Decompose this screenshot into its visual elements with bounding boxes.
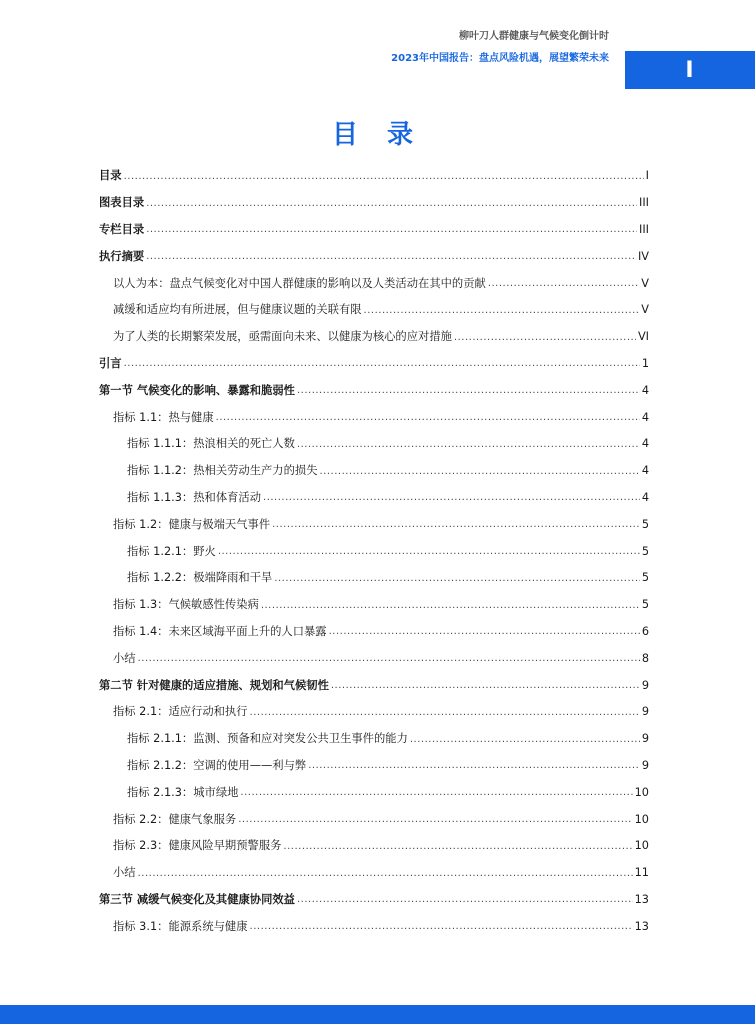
report-subtitle: 2023年中国报告：盘点风险机遇，展望繁荣未来: [391, 53, 609, 64]
toc-leader-dots: [146, 250, 636, 270]
toc-leader-dots: [283, 840, 632, 860]
toc-entry[interactable]: [99, 645, 649, 672]
toc-page-number: 10: [634, 812, 649, 826]
toc-leader-dots: [263, 491, 640, 511]
page-number-tab: I: [625, 51, 755, 89]
toc-leader-dots: [218, 545, 640, 565]
toc-page-number: 1: [641, 356, 649, 370]
toc-leader-dots: [272, 518, 640, 538]
toc-page-number: V: [641, 276, 649, 290]
toc-entry[interactable]: [99, 833, 649, 860]
toc-leader-dots: [138, 652, 640, 672]
toc-entry-title: 指标 1.3：气候敏感性传染病: [113, 598, 259, 612]
toc-entry[interactable]: [99, 377, 649, 404]
toc-page-number: III: [639, 222, 649, 236]
toc-entry-title: 指标 1.2.2：极端降雨和干旱: [127, 571, 273, 585]
toc-page-number: V: [641, 303, 649, 317]
toc-entry[interactable]: [99, 217, 649, 244]
toc-entry-title: 指标 2.2：健康气象服务: [113, 812, 237, 826]
toc-entry[interactable]: [99, 592, 649, 619]
toc-leader-dots: [454, 331, 636, 351]
toc-entry[interactable]: [99, 324, 649, 351]
toc-entry[interactable]: [99, 351, 649, 378]
toc-entry-title: 以人为本：盘点气候变化对中国人群健康的影响以及人类活动在其中的贡献: [113, 276, 486, 290]
toc-page-number: 5: [641, 517, 649, 531]
toc-page-number: 4: [641, 464, 649, 478]
toc-leader-dots: [240, 786, 632, 806]
toc-page-number: 6: [641, 624, 649, 638]
toc-leader-dots: [124, 170, 644, 190]
toc-page-number: 4: [641, 410, 649, 424]
toc-leader-dots: [216, 411, 640, 431]
toc-entry-title: 小结: [113, 866, 136, 880]
toc-entry[interactable]: [99, 887, 649, 914]
toc-entry[interactable]: [99, 565, 649, 592]
toc-leader-dots: [261, 599, 640, 619]
toc-page-number: 5: [641, 571, 649, 585]
toc-entry[interactable]: [99, 297, 649, 324]
toc-page-number: III: [639, 196, 649, 210]
toc-page-number: 8: [641, 651, 649, 665]
toc-entry[interactable]: [99, 190, 649, 217]
toc-leader-dots: [320, 465, 640, 485]
toc-entry-title: 为了人类的长期繁荣发展，亟需面向未来、以健康为核心的应对措施: [113, 330, 452, 344]
toc-entry[interactable]: [99, 243, 649, 270]
toc-page-number: 13: [634, 919, 649, 933]
toc-entry-title: 小结: [113, 651, 136, 665]
toc-entry-title: 指标 1.2.1：野火: [127, 544, 216, 558]
toc-entry-title: 指标 2.1.1：监测、预备和应对突发公共卫生事件的能力: [127, 732, 408, 746]
toc-entry-title: 指标 2.1.2：空调的使用——利与弊: [127, 758, 307, 772]
toc-page-number: 9: [641, 732, 649, 746]
toc-entry-title: 指标 1.1.2：热相关劳动生产力的损失: [127, 464, 318, 478]
toc-leader-dots: [308, 759, 640, 779]
toc-entry[interactable]: [99, 699, 649, 726]
toc-leader-dots: [488, 277, 639, 297]
toc-leader-dots: [297, 384, 640, 404]
toc-entry[interactable]: [99, 753, 649, 780]
toc-entry[interactable]: [99, 779, 649, 806]
toc-entry[interactable]: [99, 538, 649, 565]
toc-page-number: 13: [634, 892, 649, 906]
toc-page-number: 9: [641, 758, 649, 772]
toc-entry[interactable]: [99, 270, 649, 297]
toc-entry-title: 指标 2.1：适应行动和执行: [113, 705, 248, 719]
toc-page-number: 5: [641, 598, 649, 612]
toc-entry[interactable]: [99, 485, 649, 512]
toc-entry-title: 图表目录: [99, 196, 145, 210]
toc-page-number: 9: [641, 678, 649, 692]
toc-entry-title: 目录: [99, 169, 122, 183]
toc-page-number: IV: [637, 249, 649, 263]
toc-leader-dots: [297, 438, 640, 458]
toc-leader-dots: [146, 223, 637, 243]
toc-entry[interactable]: [99, 913, 649, 940]
toc-entry[interactable]: [99, 672, 649, 699]
toc-entry[interactable]: [99, 806, 649, 833]
toc-entry-title: 执行摘要: [99, 249, 145, 263]
toc-entry-title: 第一节 气候变化的影响、暴露和脆弱性: [99, 383, 295, 397]
toc-entry[interactable]: [99, 619, 649, 646]
toc-leader-dots: [364, 304, 640, 324]
toc-entry-title: 指标 1.4：未来区域海平面上升的人口暴露: [113, 624, 327, 638]
toc-entry-title: 指标 1.2：健康与极端天气事件: [113, 517, 271, 531]
toc-entry[interactable]: [99, 404, 649, 431]
toc-page-number: 11: [634, 866, 649, 880]
toc-page-number: I: [645, 169, 649, 183]
toc-page-number: 5: [641, 544, 649, 558]
toc-entry-title: 指标 1.1：热与健康: [113, 410, 214, 424]
toc-entry-title: 指标 1.1.3：热和体育活动: [127, 490, 262, 504]
toc-leader-dots: [238, 813, 632, 833]
toc-entry-title: 第二节 针对健康的适应措施、规划和气候韧性: [99, 678, 329, 692]
toc-leader-dots: [250, 920, 633, 940]
toc-page-number: 4: [641, 437, 649, 451]
toc-entry[interactable]: [99, 458, 649, 485]
footer-bar: [0, 1005, 755, 1024]
toc-entry[interactable]: [99, 431, 649, 458]
toc-entry[interactable]: [99, 163, 649, 190]
toc-entry[interactable]: [99, 511, 649, 538]
toc-entry-title: 指标 2.1.3：城市绿地: [127, 785, 239, 799]
toc-entry-title: 引言: [99, 356, 122, 370]
toc-page-number: 10: [634, 785, 649, 799]
toc-leader-dots: [410, 733, 640, 753]
toc-leader-dots: [146, 197, 637, 217]
report-series-title: 柳叶刀人群健康与气候变化倒计时: [459, 31, 609, 42]
table-of-contents: [99, 163, 649, 940]
toc-page-number: VI: [637, 330, 649, 344]
toc-entry[interactable]: [99, 726, 649, 753]
toc-page-number: 4: [641, 490, 649, 504]
running-header: [391, 28, 609, 68]
toc-entry-title: 减缓和适应均有所进展，但与健康议题的关联有限: [113, 303, 362, 317]
toc-entry-title: 指标 3.1：能源系统与健康: [113, 919, 248, 933]
toc-leader-dots: [250, 706, 640, 726]
toc-leader-dots: [138, 867, 633, 887]
toc-leader-dots: [297, 893, 633, 913]
toc-page-number: 10: [634, 839, 649, 853]
toc-page-number: 9: [641, 705, 649, 719]
page-title: 目 录: [331, 120, 424, 150]
toc-leader-dots: [329, 625, 640, 645]
toc-leader-dots: [124, 357, 640, 377]
toc-entry-title: 专栏目录: [99, 222, 145, 236]
toc-page-number: 4: [641, 383, 649, 397]
toc-entry-title: 指标 2.3：健康风险早期预警服务: [113, 839, 282, 853]
toc-leader-dots: [331, 679, 640, 699]
toc-entry[interactable]: [99, 860, 649, 887]
toc-leader-dots: [274, 572, 640, 592]
toc-entry-title: 第三节 减缓气候变化及其健康协同效益: [99, 892, 295, 906]
toc-entry-title: 指标 1.1.1：热浪相关的死亡人数: [127, 437, 295, 451]
